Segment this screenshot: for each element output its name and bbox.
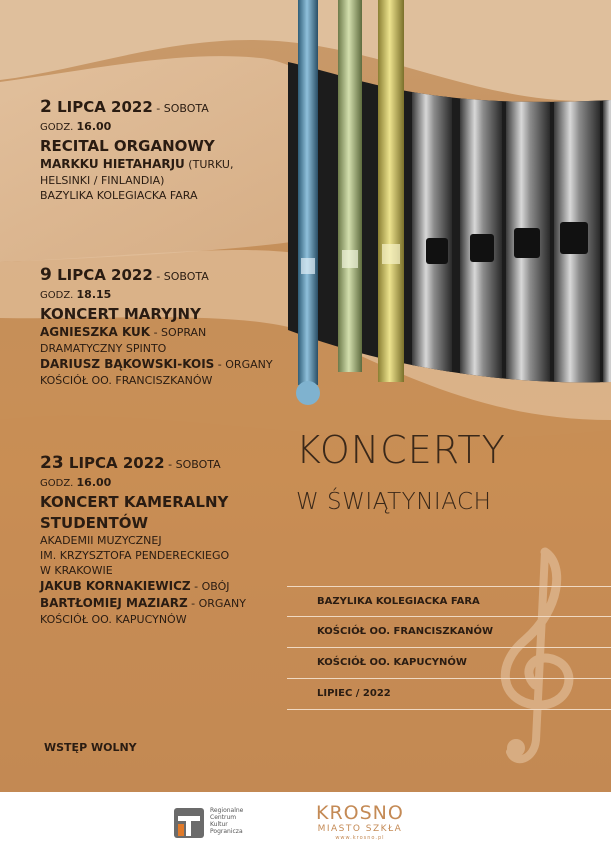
event-title: KONCERT MARYJNY xyxy=(40,305,201,323)
rckp-logo-icon xyxy=(172,806,206,840)
event-venue: BAZYLIKA KOLEGIACKA FARA xyxy=(40,189,198,202)
event-date: 2 LIPCA 2022 - SOBOTA xyxy=(40,97,209,117)
admission-note: WSTĘP WOLNY xyxy=(44,741,137,754)
event-performer-1-role: DRAMATYCZNY SPINTO xyxy=(40,342,167,355)
organ-pipes-image xyxy=(288,50,611,400)
event-performer-2: DARIUSZ BĄKOWSKI-KOIS - ORGANY xyxy=(40,357,273,371)
event-venue: KOŚCIÓŁ OO. FRANCISZKANÓW xyxy=(40,374,213,387)
event-organizer-2: IM. KRZYSZTOFA PENDERECKIEGO xyxy=(40,549,230,562)
blue-pipe xyxy=(298,0,318,385)
event-performer-1: JAKUB KORNAKIEWICZ - OBÓJ xyxy=(40,579,230,593)
venue-list-item: BAZYLIKA KOLEGIACKA FARA xyxy=(287,586,611,617)
event-3 xyxy=(40,454,246,627)
event-performer: MARKKU HIETAHARJU (TURKU, xyxy=(40,157,234,171)
poster-title-line-2: W ŚWIĄTYNIACH xyxy=(296,489,492,515)
footer xyxy=(0,792,611,860)
yellow-pipe xyxy=(378,0,404,382)
event-1 xyxy=(40,98,233,203)
venue-list xyxy=(287,586,611,710)
event-time: GODZ. 16.00 xyxy=(40,476,112,489)
venue-list-date: LIPIEC / 2022 xyxy=(287,679,611,710)
event-title-line-2: STUDENTÓW xyxy=(40,514,148,532)
event-date: 23 LIPCA 2022 - SOBOTA xyxy=(40,453,221,473)
event-organizer-1: AKADEMII MUZYCZNEJ xyxy=(40,534,162,547)
event-2 xyxy=(40,266,273,388)
venue-list-item: KOŚCIÓŁ OO. FRANCISZKANÓW xyxy=(287,617,611,648)
venue-list-item: KOŚCIÓŁ OO. KAPUCYNÓW xyxy=(287,648,611,679)
event-title-line-1: KONCERT KAMERALNY xyxy=(40,493,229,511)
krosno-logo: KROSNO MIASTO SZKŁA www.krosno.pl xyxy=(316,802,404,841)
event-performer-origin: HELSINKI / FINLANDIA) xyxy=(40,174,165,187)
green-pipe xyxy=(338,0,362,372)
event-organizer-3: W KRAKOWIE xyxy=(40,564,113,577)
event-time: GODZ. 16.00 xyxy=(40,120,112,133)
event-time: GODZ. 18.15 xyxy=(40,288,112,301)
event-venue: KOŚCIÓŁ OO. KAPUCYNÓW xyxy=(40,613,187,626)
rckp-logo-text: Regionalne Centrum Kultur Pogranicza xyxy=(210,807,244,835)
event-performer-1: AGNIESZKA KUK - SOPRAN xyxy=(40,325,207,339)
blue-pipe-end xyxy=(296,381,320,405)
event-performer-2: BARTŁOMIEJ MAZIARZ - ORGANY xyxy=(40,596,246,610)
event-title: RECITAL ORGANOWY xyxy=(40,137,215,155)
event-date: 9 LIPCA 2022 - SOBOTA xyxy=(40,265,209,285)
poster-title-line-1: KONCERTY xyxy=(296,428,506,472)
